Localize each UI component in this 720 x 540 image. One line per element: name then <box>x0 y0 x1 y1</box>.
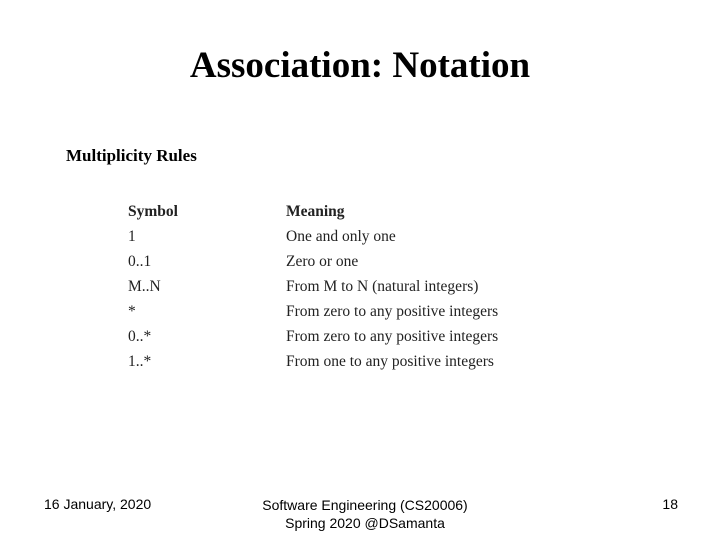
row-meaning: From zero to any positive integers <box>286 328 499 345</box>
footer-page-number: 18 <box>662 496 678 512</box>
table-row <box>128 303 548 328</box>
table-row <box>128 328 548 353</box>
footer-course-line1: Software Engineering (CS20006) <box>262 497 468 513</box>
row-symbol: * <box>128 303 136 320</box>
table-row <box>128 278 548 303</box>
footer-course-line2: Spring 2020 @DSamanta <box>285 515 445 531</box>
table-row <box>128 228 548 253</box>
header-symbol: Symbol <box>128 203 178 220</box>
section-subtitle: Multiplicity Rules <box>66 146 197 165</box>
table-row <box>128 253 548 278</box>
row-meaning: Zero or one <box>286 253 359 270</box>
row-symbol: 1 <box>128 228 136 245</box>
row-meaning: From M to N (natural integers) <box>286 278 479 295</box>
row-symbol: M..N <box>128 278 161 295</box>
row-symbol: 0..1 <box>128 253 152 270</box>
table-header-row <box>128 203 548 228</box>
footer-course-info <box>220 496 510 532</box>
row-symbol: 1..* <box>128 353 152 370</box>
row-meaning: From zero to any positive integers <box>286 303 499 320</box>
row-meaning: One and only one <box>286 228 396 245</box>
row-meaning: From one to any positive integers <box>286 353 494 370</box>
footer-date: 16 January, 2020 <box>44 496 152 512</box>
table-row <box>128 353 548 378</box>
row-symbol: 0..* <box>128 328 152 345</box>
slide-title: Association: Notation <box>189 45 531 86</box>
header-meaning: Meaning <box>286 203 345 220</box>
multiplicity-table <box>128 203 548 378</box>
